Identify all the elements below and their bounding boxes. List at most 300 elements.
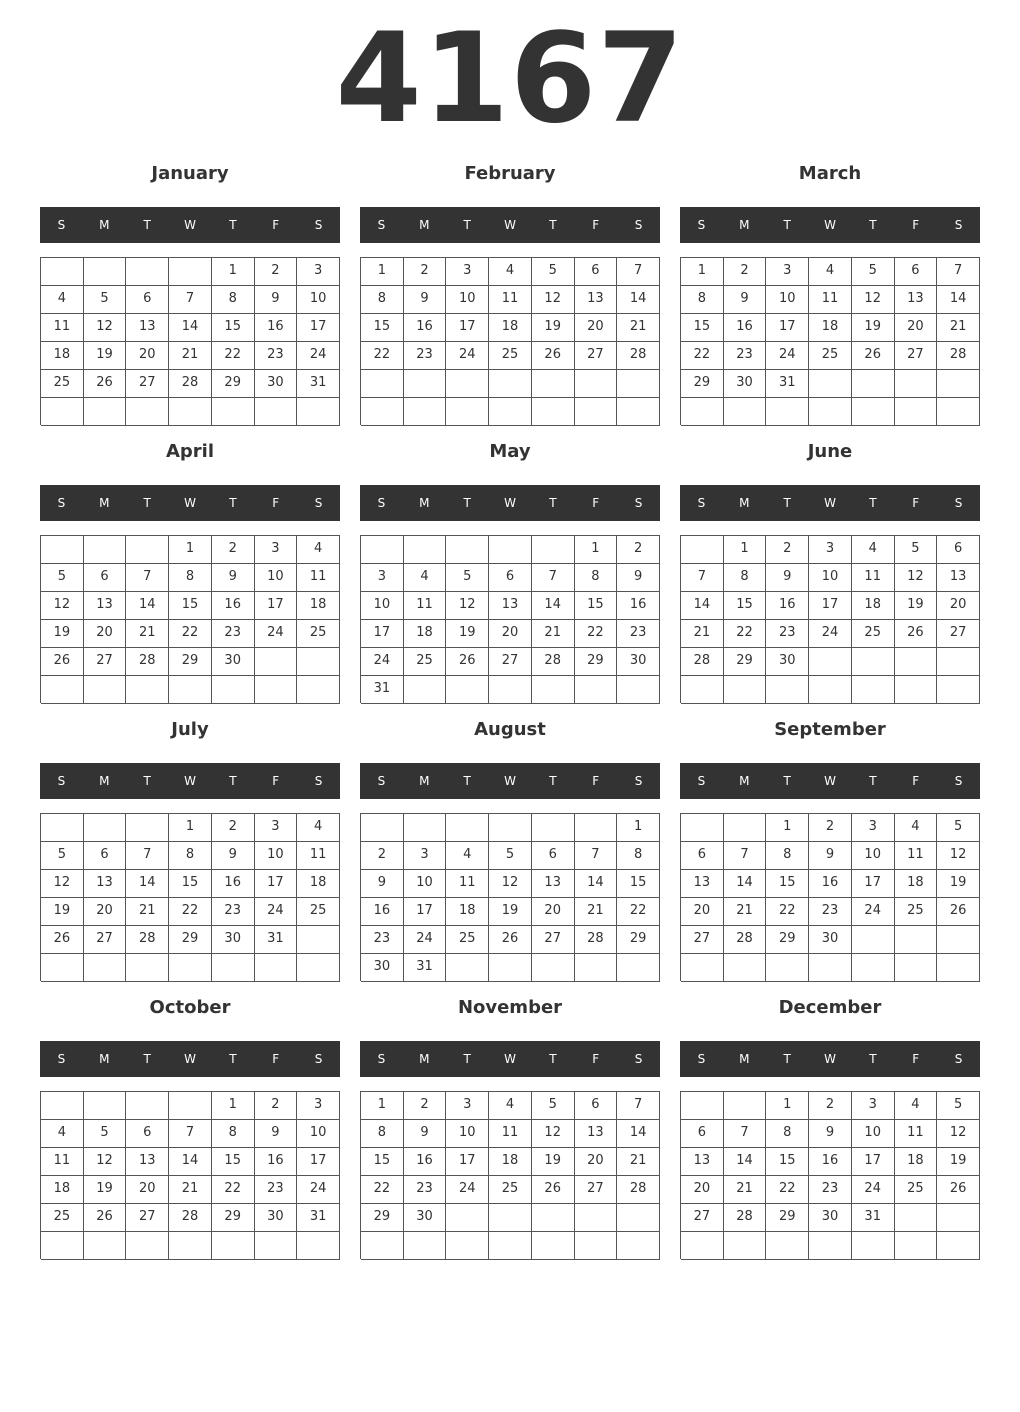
empty-day-cell [724, 676, 767, 704]
empty-day-cell [575, 814, 618, 842]
month-february [360, 162, 660, 437]
empty-day-cell [489, 398, 532, 426]
empty-day-cell [895, 676, 938, 704]
day-cell: 22 [724, 620, 767, 648]
empty-day-cell [126, 954, 169, 982]
weekday-label: W [504, 1052, 516, 1066]
empty-day-cell [852, 1232, 895, 1260]
empty-day-cell [41, 954, 84, 982]
empty-day-cell [895, 398, 938, 426]
day-cell: 10 [766, 286, 809, 314]
empty-day-cell [724, 1232, 767, 1260]
day-cell: 3 [446, 1092, 489, 1120]
day-cell: 1 [361, 1092, 404, 1120]
weekday-label: F [592, 496, 600, 510]
empty-day-cell [937, 954, 980, 982]
month-name: August [474, 719, 546, 740]
day-cell: 29 [724, 648, 767, 676]
empty-day-cell [84, 1092, 127, 1120]
day-cell: 26 [84, 1204, 127, 1232]
day-cell: 24 [255, 898, 298, 926]
day-cell: 22 [361, 1176, 404, 1204]
empty-day-cell [297, 1232, 340, 1260]
day-grid [360, 813, 660, 981]
day-cell: 1 [766, 1092, 809, 1120]
day-cell: 5 [852, 258, 895, 286]
day-cell: 1 [169, 536, 212, 564]
day-cell: 16 [404, 314, 447, 342]
weekday-label: S [634, 496, 643, 510]
day-cell: 24 [297, 342, 340, 370]
day-grid [680, 535, 980, 703]
day-cell: 23 [766, 620, 809, 648]
day-cell: 23 [809, 1176, 852, 1204]
empty-day-cell [852, 954, 895, 982]
day-cell: 18 [895, 1148, 938, 1176]
day-cell: 26 [489, 926, 532, 954]
empty-day-cell [84, 536, 127, 564]
day-cell: 18 [41, 342, 84, 370]
day-cell: 20 [84, 620, 127, 648]
day-cell: 12 [84, 314, 127, 342]
month-january [40, 162, 340, 437]
day-cell: 31 [361, 676, 404, 704]
weekday-label: T [549, 218, 557, 232]
day-cell: 4 [809, 258, 852, 286]
day-cell: 21 [617, 314, 660, 342]
month-december [680, 996, 980, 1271]
weekday-label: W [504, 218, 516, 232]
weekday-label: S [377, 496, 386, 510]
weekday-label: F [592, 1052, 600, 1066]
weekday-label: S [314, 218, 323, 232]
empty-day-cell [489, 1204, 532, 1232]
weekday-label: F [912, 1052, 920, 1066]
weekday-header [680, 1041, 980, 1077]
day-cell: 26 [852, 342, 895, 370]
day-cell: 16 [724, 314, 767, 342]
day-cell: 27 [489, 648, 532, 676]
day-cell: 26 [532, 1176, 575, 1204]
day-cell: 12 [41, 592, 84, 620]
weekday-label: S [697, 1052, 706, 1066]
day-cell: 19 [895, 592, 938, 620]
day-cell: 4 [41, 286, 84, 314]
day-cell: 13 [895, 286, 938, 314]
day-cell: 2 [212, 536, 255, 564]
day-cell: 8 [169, 842, 212, 870]
weekday-label: S [314, 1052, 323, 1066]
day-cell: 5 [895, 536, 938, 564]
month-name: January [151, 163, 229, 184]
day-cell: 9 [361, 870, 404, 898]
day-cell: 24 [852, 898, 895, 926]
weekday-label: F [272, 1052, 280, 1066]
empty-day-cell [937, 926, 980, 954]
day-cell: 1 [575, 536, 618, 564]
day-cell: 7 [575, 842, 618, 870]
day-cell: 14 [937, 286, 980, 314]
empty-day-cell [852, 648, 895, 676]
empty-day-cell [126, 676, 169, 704]
day-cell: 13 [489, 592, 532, 620]
day-cell: 15 [766, 1148, 809, 1176]
day-cell: 6 [126, 1120, 169, 1148]
day-cell: 24 [255, 620, 298, 648]
day-cell: 16 [255, 1148, 298, 1176]
weekday-label: S [314, 774, 323, 788]
day-cell: 30 [255, 1204, 298, 1232]
day-cell: 5 [84, 1120, 127, 1148]
day-cell: 1 [681, 258, 724, 286]
day-cell: 10 [446, 286, 489, 314]
day-cell: 26 [937, 898, 980, 926]
day-cell: 17 [446, 314, 489, 342]
day-cell: 21 [617, 1148, 660, 1176]
day-cell: 28 [724, 926, 767, 954]
month-name: June [807, 441, 853, 462]
weekday-label: S [57, 218, 66, 232]
day-cell: 20 [126, 342, 169, 370]
day-cell: 24 [446, 342, 489, 370]
day-cell: 14 [617, 1120, 660, 1148]
weekday-label: S [954, 1052, 963, 1066]
empty-day-cell [809, 676, 852, 704]
day-cell: 23 [724, 342, 767, 370]
weekday-label: W [184, 218, 196, 232]
day-cell: 16 [766, 592, 809, 620]
month-august [360, 718, 660, 993]
empty-day-cell [617, 370, 660, 398]
day-cell: 16 [617, 592, 660, 620]
weekday-label: T [463, 774, 471, 788]
day-cell: 2 [361, 842, 404, 870]
day-cell: 16 [212, 870, 255, 898]
day-cell: 14 [126, 592, 169, 620]
day-cell: 29 [575, 648, 618, 676]
day-cell: 25 [852, 620, 895, 648]
day-cell: 19 [532, 314, 575, 342]
day-cell: 15 [575, 592, 618, 620]
empty-day-cell [126, 536, 169, 564]
weekday-label: M [419, 496, 430, 510]
day-cell: 27 [937, 620, 980, 648]
day-cell: 7 [169, 286, 212, 314]
empty-day-cell [575, 1204, 618, 1232]
weekday-label: F [272, 774, 280, 788]
weekday-label: T [143, 496, 151, 510]
day-cell: 18 [404, 620, 447, 648]
day-cell: 19 [84, 1176, 127, 1204]
empty-day-cell [681, 1232, 724, 1260]
day-grid [360, 1091, 660, 1259]
day-cell: 15 [169, 870, 212, 898]
day-cell: 25 [895, 898, 938, 926]
weekday-label: W [184, 774, 196, 788]
weekday-label: S [634, 218, 643, 232]
weekday-label: S [377, 1052, 386, 1066]
day-cell: 4 [489, 1092, 532, 1120]
day-cell: 12 [84, 1148, 127, 1176]
empty-day-cell [361, 398, 404, 426]
day-cell: 9 [809, 842, 852, 870]
empty-day-cell [681, 398, 724, 426]
day-cell: 27 [126, 370, 169, 398]
day-grid [40, 1091, 340, 1259]
day-cell: 28 [575, 926, 618, 954]
empty-day-cell [169, 1232, 212, 1260]
day-cell: 8 [212, 286, 255, 314]
day-cell: 6 [84, 564, 127, 592]
day-cell: 13 [681, 870, 724, 898]
day-cell: 12 [852, 286, 895, 314]
day-cell: 19 [489, 898, 532, 926]
day-cell: 26 [84, 370, 127, 398]
day-cell: 5 [446, 564, 489, 592]
day-cell: 3 [852, 814, 895, 842]
day-cell: 30 [404, 1204, 447, 1232]
day-grid [680, 257, 980, 425]
empty-day-cell [446, 954, 489, 982]
day-grid [680, 1091, 980, 1259]
day-cell: 31 [404, 954, 447, 982]
weekday-label: W [824, 496, 836, 510]
day-cell: 17 [446, 1148, 489, 1176]
day-cell: 23 [809, 898, 852, 926]
empty-day-cell [489, 536, 532, 564]
day-cell: 3 [766, 258, 809, 286]
weekday-header [360, 763, 660, 799]
day-cell: 27 [895, 342, 938, 370]
day-cell: 22 [169, 898, 212, 926]
day-cell: 18 [809, 314, 852, 342]
day-cell: 15 [361, 1148, 404, 1176]
weekday-label: M [99, 774, 110, 788]
day-cell: 21 [169, 342, 212, 370]
weekday-label: F [592, 774, 600, 788]
day-cell: 19 [41, 620, 84, 648]
day-cell: 4 [297, 536, 340, 564]
empty-day-cell [41, 676, 84, 704]
empty-day-cell [809, 648, 852, 676]
day-cell: 15 [361, 314, 404, 342]
day-cell: 27 [126, 1204, 169, 1232]
empty-day-cell [617, 676, 660, 704]
empty-day-cell [212, 1232, 255, 1260]
weekday-label: S [697, 218, 706, 232]
day-cell: 18 [489, 1148, 532, 1176]
day-cell: 7 [532, 564, 575, 592]
empty-day-cell [84, 814, 127, 842]
day-cell: 31 [297, 370, 340, 398]
empty-day-cell [169, 954, 212, 982]
empty-day-cell [937, 1204, 980, 1232]
day-cell: 3 [255, 814, 298, 842]
day-cell: 11 [895, 1120, 938, 1148]
weekday-header [40, 485, 340, 521]
empty-day-cell [809, 398, 852, 426]
day-cell: 19 [532, 1148, 575, 1176]
weekday-label: M [739, 496, 750, 510]
empty-day-cell [724, 954, 767, 982]
empty-day-cell [361, 1232, 404, 1260]
empty-day-cell [852, 676, 895, 704]
empty-day-cell [681, 536, 724, 564]
day-cell: 16 [255, 314, 298, 342]
day-cell: 15 [766, 870, 809, 898]
day-cell: 9 [212, 842, 255, 870]
day-cell: 25 [489, 1176, 532, 1204]
day-cell: 13 [575, 1120, 618, 1148]
weekday-label: T [869, 774, 877, 788]
day-cell: 18 [41, 1176, 84, 1204]
day-cell: 5 [937, 1092, 980, 1120]
empty-day-cell [41, 536, 84, 564]
day-cell: 6 [937, 536, 980, 564]
day-grid [360, 257, 660, 425]
day-cell: 4 [895, 814, 938, 842]
weekday-label: W [824, 218, 836, 232]
empty-day-cell [937, 676, 980, 704]
day-cell: 11 [895, 842, 938, 870]
empty-day-cell [575, 954, 618, 982]
day-cell: 21 [532, 620, 575, 648]
empty-day-cell [575, 370, 618, 398]
day-cell: 7 [724, 1120, 767, 1148]
month-october [40, 996, 340, 1271]
day-cell: 17 [809, 592, 852, 620]
day-cell: 17 [766, 314, 809, 342]
empty-day-cell [766, 1232, 809, 1260]
day-cell: 22 [361, 342, 404, 370]
day-cell: 2 [255, 1092, 298, 1120]
empty-day-cell [532, 536, 575, 564]
empty-day-cell [937, 370, 980, 398]
empty-day-cell [446, 676, 489, 704]
weekday-header [680, 485, 980, 521]
empty-day-cell [297, 398, 340, 426]
empty-day-cell [404, 1232, 447, 1260]
day-cell: 5 [532, 1092, 575, 1120]
day-cell: 9 [255, 1120, 298, 1148]
day-cell: 24 [446, 1176, 489, 1204]
day-cell: 19 [446, 620, 489, 648]
day-cell: 23 [212, 898, 255, 926]
day-cell: 6 [84, 842, 127, 870]
empty-day-cell [724, 814, 767, 842]
weekday-header [360, 207, 660, 243]
day-cell: 29 [766, 926, 809, 954]
day-cell: 27 [532, 926, 575, 954]
empty-day-cell [766, 676, 809, 704]
day-cell: 15 [617, 870, 660, 898]
day-cell: 24 [297, 1176, 340, 1204]
day-cell: 31 [852, 1204, 895, 1232]
day-cell: 11 [489, 286, 532, 314]
day-cell: 12 [446, 592, 489, 620]
weekday-label: S [634, 774, 643, 788]
day-cell: 24 [766, 342, 809, 370]
weekday-header [360, 485, 660, 521]
day-cell: 23 [361, 926, 404, 954]
weekday-label: T [549, 1052, 557, 1066]
day-cell: 23 [255, 1176, 298, 1204]
day-cell: 31 [297, 1204, 340, 1232]
empty-day-cell [532, 676, 575, 704]
day-cell: 8 [361, 1120, 404, 1148]
weekday-label: M [99, 218, 110, 232]
empty-day-cell [766, 398, 809, 426]
empty-day-cell [126, 258, 169, 286]
month-name: May [489, 441, 531, 462]
day-cell: 22 [212, 342, 255, 370]
day-cell: 6 [681, 842, 724, 870]
day-cell: 4 [489, 258, 532, 286]
day-cell: 5 [84, 286, 127, 314]
day-cell: 18 [852, 592, 895, 620]
day-cell: 6 [681, 1120, 724, 1148]
day-cell: 18 [489, 314, 532, 342]
day-cell: 19 [937, 870, 980, 898]
weekday-label: F [912, 218, 920, 232]
empty-day-cell [681, 814, 724, 842]
empty-day-cell [532, 814, 575, 842]
day-cell: 17 [361, 620, 404, 648]
empty-day-cell [41, 814, 84, 842]
weekday-header [40, 207, 340, 243]
empty-day-cell [361, 814, 404, 842]
weekday-label: T [229, 218, 237, 232]
day-cell: 14 [126, 870, 169, 898]
empty-day-cell [489, 1232, 532, 1260]
weekday-label: W [184, 1052, 196, 1066]
weekday-label: S [697, 774, 706, 788]
day-cell: 2 [255, 258, 298, 286]
empty-day-cell [297, 926, 340, 954]
day-cell: 20 [937, 592, 980, 620]
empty-day-cell [446, 1204, 489, 1232]
day-cell: 9 [809, 1120, 852, 1148]
weekday-label: T [229, 774, 237, 788]
month-april [40, 440, 340, 715]
empty-day-cell [575, 1232, 618, 1260]
weekday-label: T [143, 1052, 151, 1066]
day-cell: 2 [724, 258, 767, 286]
day-cell: 22 [575, 620, 618, 648]
day-cell: 11 [41, 1148, 84, 1176]
day-cell: 13 [937, 564, 980, 592]
day-cell: 11 [446, 870, 489, 898]
day-cell: 23 [212, 620, 255, 648]
day-cell: 18 [895, 870, 938, 898]
weekday-label: T [549, 496, 557, 510]
day-cell: 27 [84, 926, 127, 954]
empty-day-cell [937, 648, 980, 676]
empty-day-cell [681, 676, 724, 704]
day-cell: 25 [297, 620, 340, 648]
weekday-label: W [824, 774, 836, 788]
day-cell: 30 [212, 926, 255, 954]
day-cell: 13 [84, 592, 127, 620]
day-cell: 5 [41, 842, 84, 870]
day-cell: 1 [724, 536, 767, 564]
day-cell: 15 [212, 314, 255, 342]
day-cell: 20 [126, 1176, 169, 1204]
day-cell: 16 [809, 1148, 852, 1176]
weekday-label: T [783, 1052, 791, 1066]
day-cell: 7 [724, 842, 767, 870]
day-cell: 23 [617, 620, 660, 648]
